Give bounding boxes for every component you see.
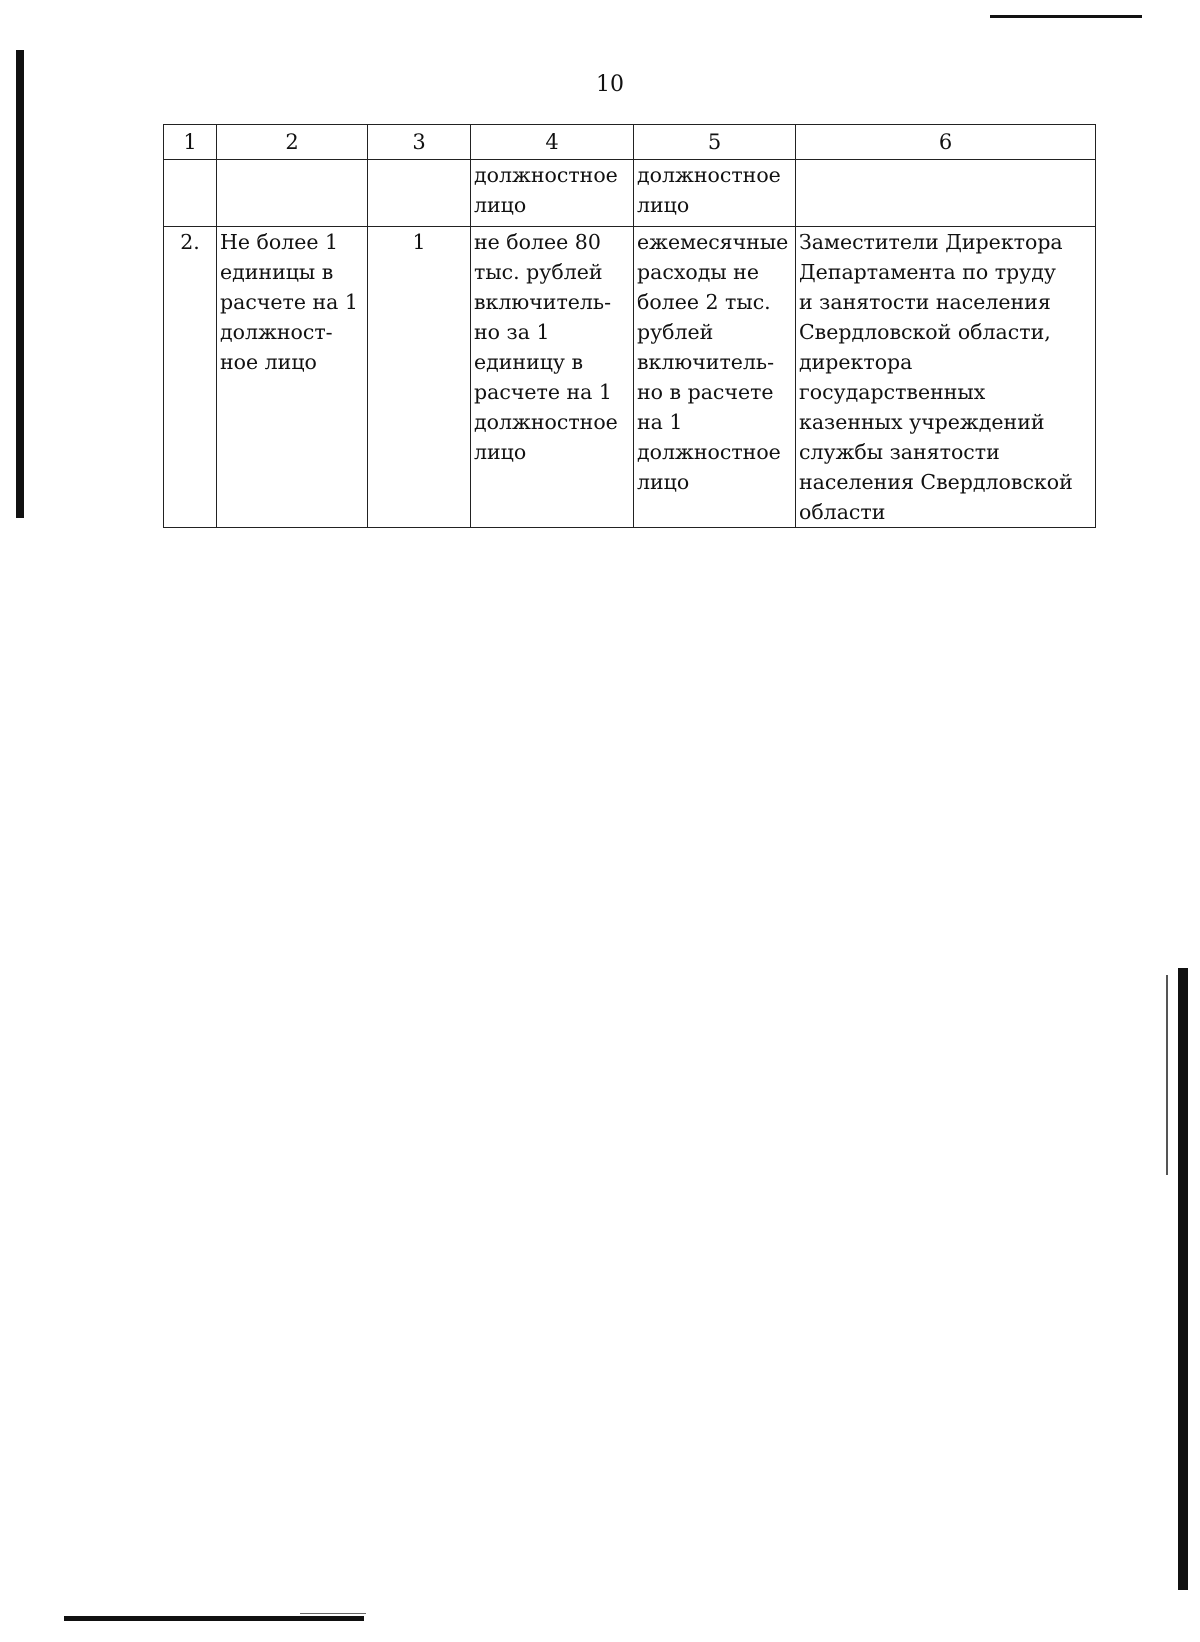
scan-edge-top [990, 15, 1142, 18]
column-number-cell: 6 [796, 125, 1096, 160]
table-cell [471, 227, 634, 528]
cell-text: Не более 1 единицы в расчете на 1 должност- ное лицо [220, 230, 358, 374]
table-cell [368, 227, 471, 528]
cell-text: должностное лицо [474, 163, 618, 217]
column-number-cell: 4 [471, 125, 634, 160]
table-cell [164, 160, 217, 227]
column-number-cell: 1 [164, 125, 217, 160]
table-cell [471, 160, 634, 227]
cell-text: 1 [412, 230, 426, 254]
table-cell [634, 160, 796, 227]
scan-edge-right [1178, 968, 1188, 1590]
document-table [163, 124, 1096, 528]
scan-edge-right-thin [1166, 975, 1168, 1175]
column-number-cell: 2 [217, 125, 368, 160]
table-cell [796, 160, 1096, 227]
table-cell [634, 227, 796, 528]
column-number-cell: 5 [634, 125, 796, 160]
page-number: 10 [596, 72, 624, 97]
row-number: 2. [180, 230, 200, 254]
table-cell [217, 227, 368, 528]
scan-edge-bottom [64, 1616, 364, 1621]
cell-text: Заместители Директора Департамента по труду и занятости населения Свердловской области, директора государственных казенных учреждений службы занятости населения Свердловской области [799, 230, 1073, 524]
table-header-row [164, 125, 1096, 160]
cell-text: ежемесячные расходы не более 2 тыс. рублей включитель- но в расчете на 1 должностное лицо [637, 230, 789, 494]
table-cell [796, 227, 1096, 528]
table-cell [368, 160, 471, 227]
table-row [164, 160, 1096, 227]
scan-edge-bottom-tail [300, 1613, 366, 1614]
row-number-cell [164, 227, 217, 528]
table-row [164, 227, 1096, 528]
scan-edge-left [16, 50, 24, 518]
cell-text: должностное лицо [637, 163, 781, 217]
cell-text: не более 80 тыс. рублей включитель- но за 1 единицу в расчете на 1 должностное лицо [474, 230, 618, 464]
column-number-cell: 3 [368, 125, 471, 160]
table-cell [217, 160, 368, 227]
